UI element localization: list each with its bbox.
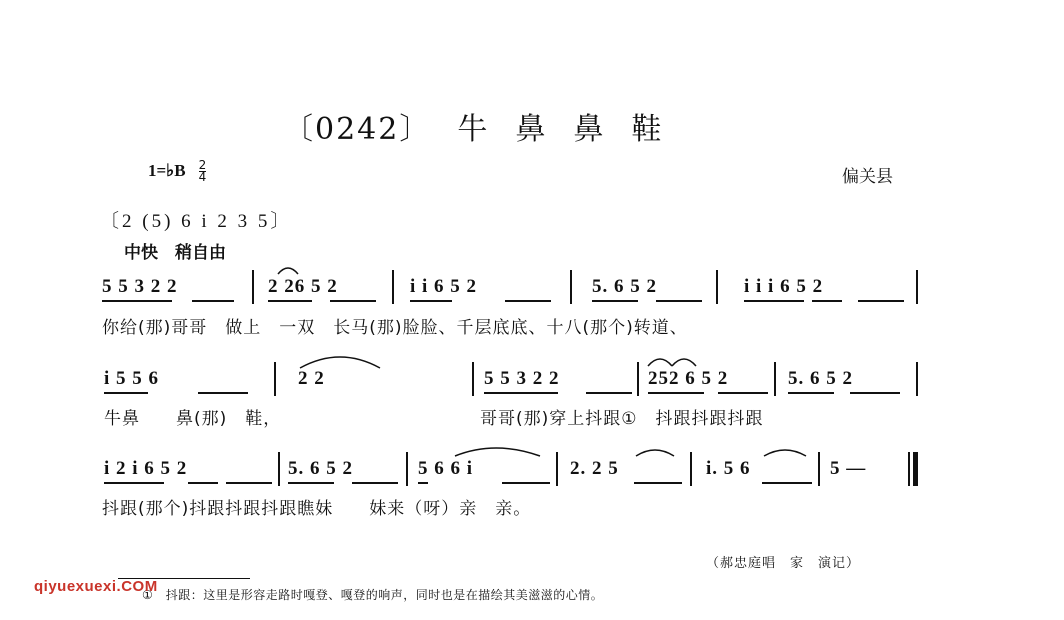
slur — [764, 450, 806, 456]
measure-notes: i 2 i 6 5 2 — [104, 458, 188, 479]
slur — [300, 357, 380, 368]
measure-notes: i. 5 6 — [706, 458, 751, 479]
measure-notes: 2 2 — [298, 368, 325, 389]
measure-notes: i 5 5 6 — [104, 368, 160, 389]
measure-notes: 5. 6 5 2 — [592, 276, 657, 297]
key-label: 1=♭B — [148, 161, 186, 180]
measure-notes: 5 5 3 2 2 — [102, 276, 178, 297]
lyric-line: 牛鼻 鼻(那) 鞋， — [104, 409, 282, 429]
title-char: 鞋 — [631, 112, 664, 147]
slur — [455, 448, 540, 456]
measure-notes: 5 5 3 2 2 — [484, 368, 560, 389]
song-number: 〔0242〕 — [283, 112, 432, 147]
slur — [636, 450, 674, 456]
measure-notes: 5. 6 5 2 — [288, 458, 353, 479]
measure-notes: i i 6 5 2 — [410, 276, 478, 297]
time-denominator: 4 — [198, 170, 207, 184]
title-char: 鼻 — [515, 112, 548, 147]
lyric-line: 你给(那)哥哥 做上 一双 长马(那)脸脸、千层底底、十八(那个)转道、 — [102, 318, 688, 338]
title-char: 鼻 — [573, 112, 606, 147]
title-char: 牛 — [457, 112, 490, 147]
measure-notes: 252 6 5 2 — [648, 368, 729, 389]
slur — [672, 359, 696, 366]
site-watermark: qiyuexuexi.COM — [34, 578, 158, 595]
time-numerator: 2 — [198, 158, 207, 172]
measure-notes: 2 26 5 2 — [268, 276, 338, 297]
region-label: 偏关县 — [842, 167, 893, 187]
performer-credit: （郝忠庭唱 家 演记） — [706, 556, 861, 571]
lyric-line: 抖跟(那个)抖跟抖跟抖跟瞧妹 妹来（呀）亲 亲。 — [102, 499, 532, 519]
slur — [648, 359, 672, 366]
measure-notes: 2. 2 5 — [570, 458, 619, 479]
tempo-marking: 中快 稍自由 — [124, 243, 226, 263]
measure-notes: 5 — — [830, 458, 867, 479]
measure-notes: i i i 6 5 2 — [744, 276, 824, 297]
lyric-line: 哥哥(那)穿上抖跟① 抖跟抖跟抖跟 — [480, 409, 764, 429]
slur — [278, 268, 298, 274]
footnote-text: ① 抖跟：这里是形容走路时嘎登、嘎登的响声，同时也是在描绘其美滋滋的心情。 — [142, 588, 604, 602]
measure-notes: 5. 6 5 2 — [788, 368, 853, 389]
intro-line: 〔2 (5) 6 i 2 3 5〕 — [100, 211, 293, 232]
measure-notes: 5 6 6 i — [418, 458, 474, 479]
